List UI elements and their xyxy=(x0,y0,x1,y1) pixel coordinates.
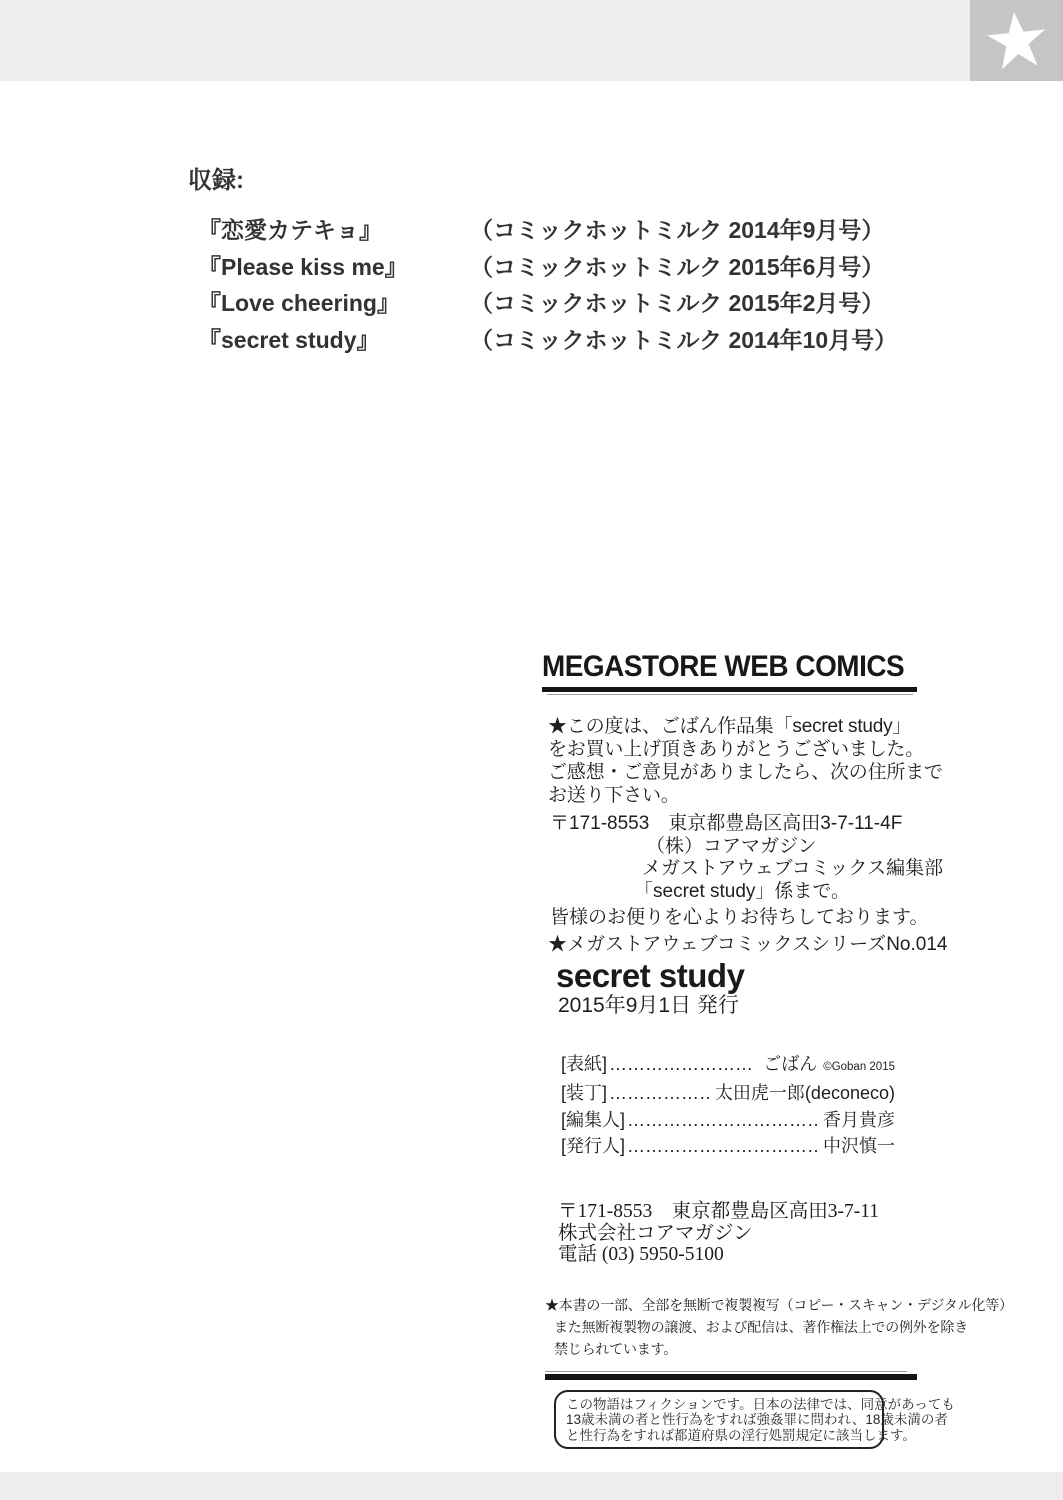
credit-name: 香月貴彦 xyxy=(823,1109,895,1130)
publisher-line: 電話 (03) 5950-5100 xyxy=(558,1244,724,1266)
toc-row xyxy=(188,249,897,286)
toc-section xyxy=(188,168,897,358)
thanks-paragraph xyxy=(548,715,1022,807)
credit-role: [表紙] xyxy=(561,1054,608,1074)
series-note: ★メガストアウェブコミックスシリーズNo.014 xyxy=(548,934,948,955)
copyright-line: ★本書の一部、全部を無断で複製複写（コピー・スキャン・デジタル化等） xyxy=(545,1296,1013,1313)
toc-row xyxy=(188,285,897,322)
publish-date: 2015年9月1日 発行 xyxy=(558,994,739,1017)
address-line: （株）コアマガジン xyxy=(646,835,817,857)
toc-source: （コミックホットミルク 2014年10月号） xyxy=(470,326,898,353)
publisher-line: 株式会社コアマガジン xyxy=(558,1222,753,1244)
disclaimer-line: 13歳未満の者と性行為をすれば強姦罪に問われ、18歳未満の者 xyxy=(566,1412,948,1428)
publisher-block xyxy=(558,1201,1022,1266)
thanks-line: をお買い上げ頂きありがとうございました。 xyxy=(548,739,925,760)
address-line: 「secret study」係まで。 xyxy=(634,880,851,902)
credit-name: ごばん xyxy=(763,1054,818,1074)
toc-source: （コミックホットミルク 2014年9月号） xyxy=(470,217,885,243)
dot-leader xyxy=(627,1107,819,1133)
toc-title: 『secret study』 xyxy=(198,326,380,353)
thanks-line: ご感想・ご意見がありましたら、次の住所まで xyxy=(548,762,943,783)
disclaimer-line: と性行為をすれば都道府県の淫行処罰規定に該当します。 xyxy=(566,1427,916,1443)
copyright-line: 禁じられています。 xyxy=(554,1341,678,1358)
credit-copyright: ©Goban 2015 xyxy=(823,1061,895,1073)
credit-row xyxy=(561,1051,895,1080)
dot-leader xyxy=(609,1051,751,1077)
credits-list xyxy=(561,1051,895,1159)
toc-heading: 収録: xyxy=(188,167,244,194)
toc-source: （コミックホットミルク 2015年6月号） xyxy=(470,253,885,280)
letters-note: 皆様のお便りを心よりお待ちしております。 xyxy=(550,907,929,928)
address-line: メガストアウェブコミックス編集部 xyxy=(642,858,944,879)
credit-role: [装丁] xyxy=(561,1083,608,1104)
toc-row xyxy=(188,322,897,359)
fiction-disclaimer-box xyxy=(554,1390,955,1450)
credit-row xyxy=(561,1107,895,1133)
top-band xyxy=(0,0,1063,81)
credit-role: [編集人] xyxy=(561,1109,626,1130)
toc-table xyxy=(188,212,897,358)
thanks-line: ★この度は、ごばん作品集「secret study」 xyxy=(548,716,912,737)
toc-title: 『恋愛カテキョ』 xyxy=(198,217,382,243)
divider-thick xyxy=(545,1374,917,1380)
star-badge xyxy=(970,0,1063,81)
divider-thin xyxy=(545,1371,907,1372)
divider-thick xyxy=(542,687,917,692)
credit-row xyxy=(561,1133,895,1159)
editorial-address xyxy=(542,813,1022,903)
credit-name: 中沢慎一 xyxy=(823,1135,895,1156)
dot-leader xyxy=(609,1080,711,1106)
toc-title: 『Love cheering』 xyxy=(198,290,400,316)
bottom-band xyxy=(0,1472,1063,1500)
disclaimer-line: この物語はフィクションです。日本の法律では、同意があっても xyxy=(566,1396,955,1412)
publisher-line: 〒171-8553 東京都豊島区高田3-7-11 xyxy=(558,1201,880,1223)
credit-name: 太田虎一郎(deconeco) xyxy=(714,1083,895,1104)
star-icon xyxy=(982,6,1050,74)
colophon-section xyxy=(542,652,1022,1449)
address-line: 〒171-8553 東京都豊島区高田3-7-11-4F xyxy=(550,813,903,834)
toc-source: （コミックホットミルク 2015年2月号） xyxy=(470,290,885,316)
copyright-line: また無断複製物の譲渡、および配信は、著作権法上での例外を除き xyxy=(554,1318,968,1335)
dot-leader xyxy=(627,1133,819,1159)
divider-thin xyxy=(547,694,913,695)
toc-title: 『Please kiss me』 xyxy=(198,253,408,280)
credit-role: [発行人] xyxy=(561,1135,626,1156)
credit-row xyxy=(561,1080,895,1106)
toc-row xyxy=(188,212,897,249)
book-title: secret study xyxy=(556,957,745,994)
copyright-notice xyxy=(545,1294,1022,1361)
brand-heading: MEGASTORE WEB COMICS xyxy=(542,650,905,683)
thanks-line: お送り下さい。 xyxy=(548,785,680,806)
